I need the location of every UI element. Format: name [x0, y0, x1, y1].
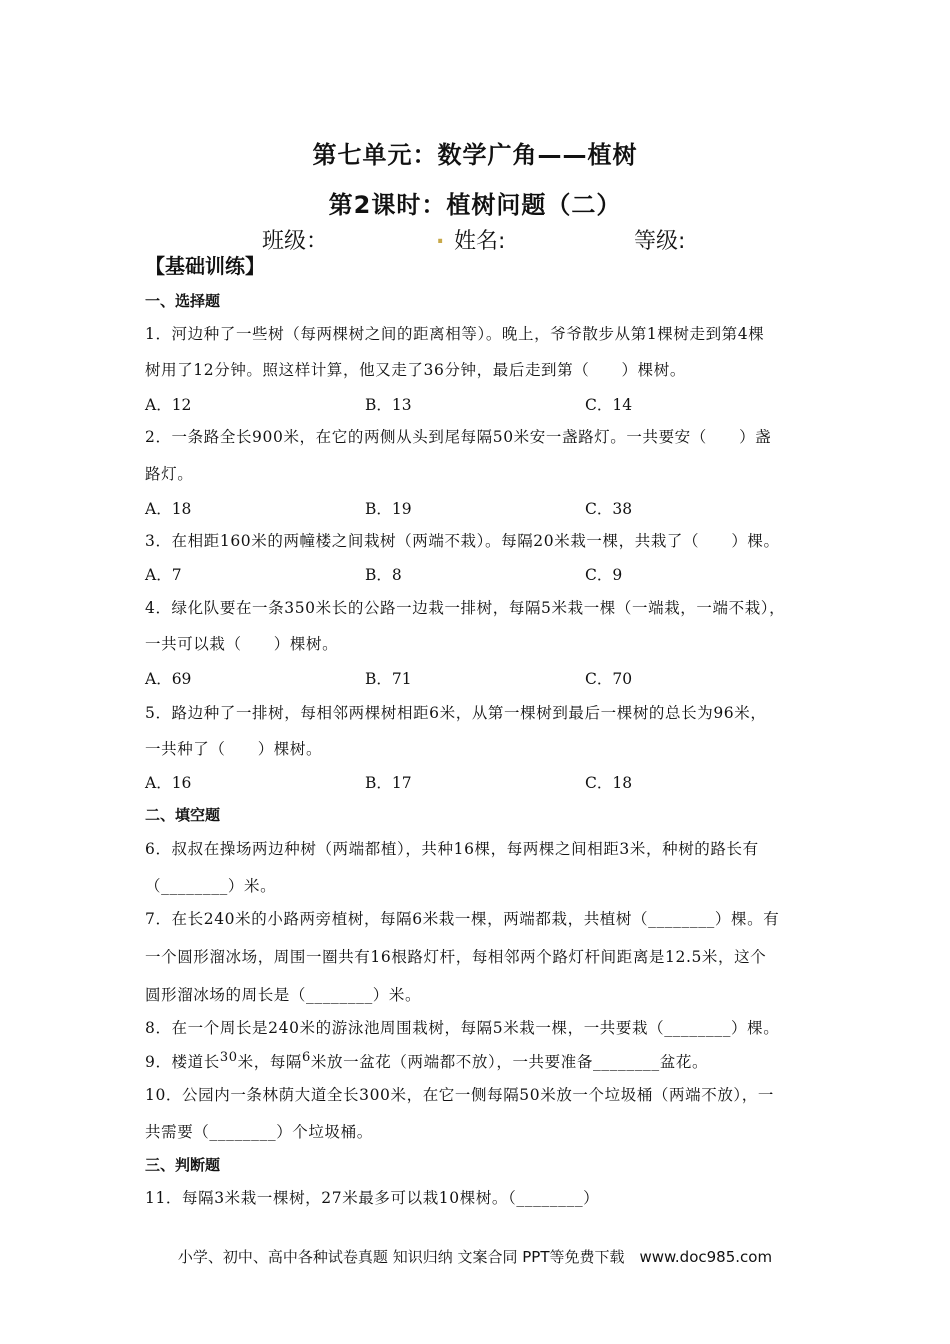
- q1-option-c: C．14: [585, 396, 633, 414]
- page-title: 第七单元：数学广角——植树: [312, 141, 638, 169]
- footer-text: 小学、初中、高中各种试卷真题 知识归纳 文案合同 PPT等免费下载 www.doc985.com: [177, 1248, 773, 1266]
- q3-option-c: C．9: [585, 566, 623, 584]
- q4-option-b: B．71: [365, 670, 412, 688]
- decorative-dot: .: [436, 224, 445, 249]
- q5-line2: 一共种了（ ）棵树。: [145, 740, 323, 758]
- q2-line1: 2．一条路全长900米，在它的两侧从头到尾每隔50米安一盏路灯。一共要安（ ）盏: [145, 428, 772, 446]
- q9-part1: 9．楼道长: [145, 1053, 220, 1071]
- q5-option-a: A．16: [145, 774, 192, 792]
- q4-option-c: C．70: [585, 670, 633, 688]
- q8-line1: 8．在一个周长是240米的游泳池周围栽树，每隔5米栽一棵，一共要栽（________）棵。: [145, 1019, 780, 1037]
- q4-line2: 一共可以栽（ ）棵树。: [145, 635, 339, 653]
- q9-part3: 米放一盆花（两端都不放），一共要准备________盆花。: [310, 1053, 709, 1071]
- q1-option-b: B．13: [365, 396, 412, 414]
- grade-label: 等级:: [634, 229, 686, 254]
- q5-option-c: C．18: [585, 774, 633, 792]
- q2-option-c: C．38: [585, 500, 633, 518]
- page-subtitle: 第2课时：植树问题（二）: [328, 191, 622, 219]
- q9-part2: 米，每隔: [237, 1053, 303, 1071]
- q2-option-b: B．19: [365, 500, 412, 518]
- q5-option-b: B．17: [365, 774, 412, 792]
- q6-line2: （________）米。: [145, 877, 277, 895]
- q7-line3: 圆形溜冰场的周长是（________）米。: [145, 986, 422, 1004]
- q7-line1: 7．在长240米的小路两旁植树，每隔6米栽一棵，两端都栽，共植树（________）棵。有: [145, 910, 780, 928]
- q9-number-6: 6: [302, 1050, 311, 1065]
- q6-line1: 6．叔叔在操场两边种树（两端都植），共种16棵，每两棵之间相距3米，种树的路长有: [145, 840, 759, 858]
- q3-option-a: A．7: [145, 566, 182, 584]
- section-choice: 一、选择题: [145, 292, 221, 310]
- q9-number-30: 30: [219, 1050, 238, 1065]
- q4-line1: 4．绿化队要在一条350米长的公路一边栽一排树，每隔5米栽一棵（一端栽，一端不栽），: [145, 599, 786, 617]
- q4-option-a: A．69: [145, 670, 192, 688]
- training-heading: 【基础训练】: [145, 254, 265, 278]
- q5-line1: 5．路边种了一排树，每相邻两棵树相距6米，从第一棵树到最后一棵树的总长为96米，: [145, 704, 767, 722]
- q1-line1: 1．河边种了一些树（每两棵树之间的距离相等）。晚上，爷爷散步从第1棵树走到第4棵: [145, 325, 765, 343]
- q10-line2: 共需要（________）个垃圾桶。: [145, 1123, 373, 1141]
- q1-line2: 树用了12分钟。照这样计算，他又走了36分钟，最后走到第（ ）棵树。: [145, 361, 686, 379]
- q11-line1: 11．每隔3米栽一棵树，27米最多可以栽10棵树。（________）: [145, 1189, 600, 1207]
- q10-line1: 10．公园内一条林荫大道全长300米，在它一侧每隔50米放一个垃圾桶（两端不放），一: [145, 1086, 774, 1104]
- q3-option-b: B．8: [365, 566, 402, 584]
- section-judge: 三、判断题: [145, 1156, 221, 1174]
- q2-line2: 路灯。: [145, 465, 194, 483]
- section-fill: 二、填空题: [145, 806, 221, 824]
- q1-option-a: A．12: [145, 396, 192, 414]
- name-label: 姓名:: [454, 229, 506, 254]
- q3-line1: 3．在相距160米的两幢楼之间栽树（两端不栽）。每隔20米栽一棵，共栽了（ ）棵。: [145, 532, 780, 550]
- class-label: 班级：: [262, 229, 329, 254]
- q7-line2: 一个圆形溜冰场，周围一圈共有16根路灯杆，每相邻两个路灯杆间距离是12.5米，这个: [145, 948, 767, 966]
- q9-line1: [145, 1050, 708, 1072]
- q2-option-a: A．18: [145, 500, 192, 518]
